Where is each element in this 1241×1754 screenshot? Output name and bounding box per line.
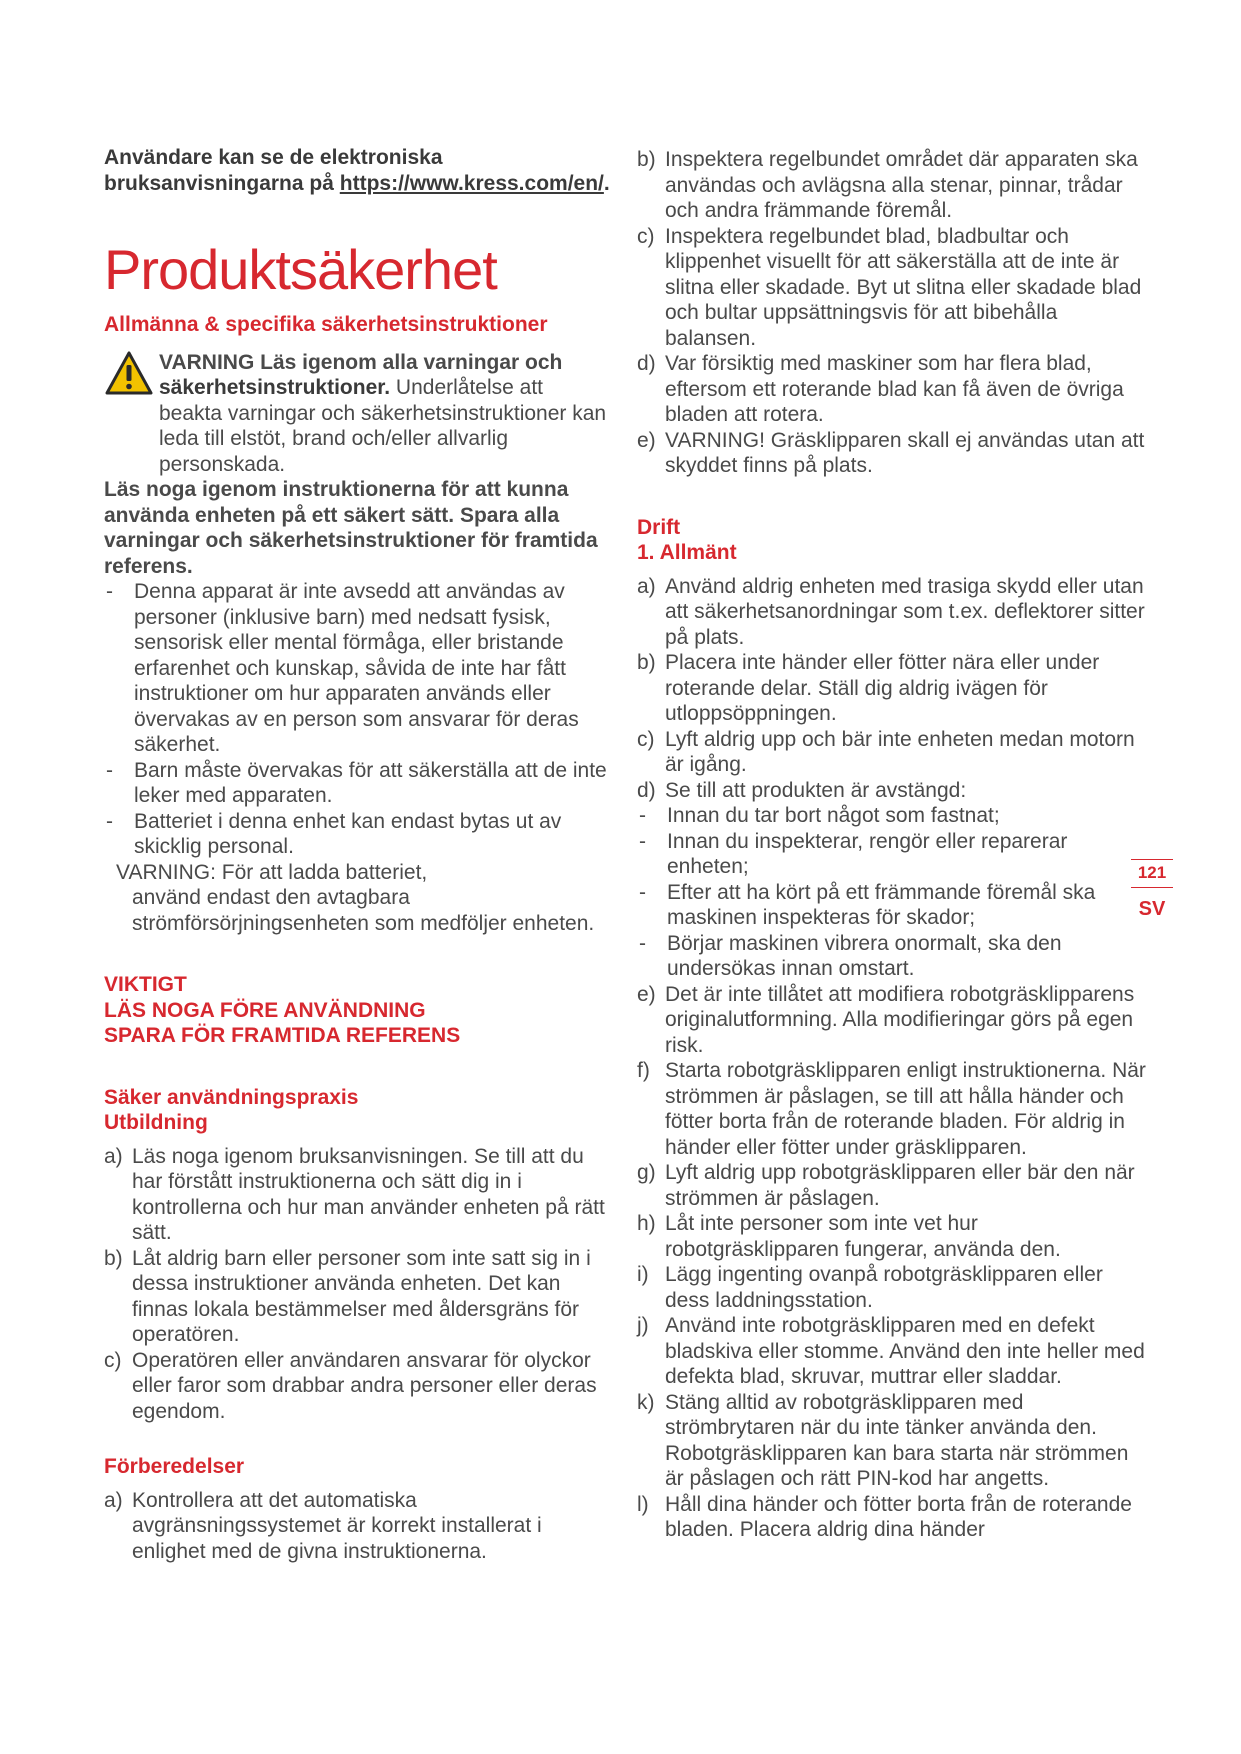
list-item: - Börjar maskinen vibrera onormalt, ska den undersökas innan omstart. — [639, 931, 1062, 980]
warning-triangle-icon — [104, 350, 154, 396]
charging-warning-line-1: VARNING: För att ladda batteriet, — [116, 860, 428, 884]
list-item: - Innan du inspekterar, rengör eller reparerar enheten; — [639, 829, 1068, 878]
preparation-list-cont — [637, 147, 1147, 479]
list-item: - Batteriet i denna enhet kan endast bytas ut av skicklig personal. — [106, 809, 562, 858]
right-column — [637, 147, 1147, 1543]
list-item: l) Håll dina händer och fötter borta från de roterande bladen. Placera aldrig dina händer — [637, 1492, 1132, 1541]
general-safety-heading: Allmänna & specifika säkerhetsinstruktioner — [104, 313, 548, 336]
preparation-list-start — [104, 1488, 610, 1565]
left-column — [104, 145, 610, 1564]
list-item: b) Inspektera regelbundet området där apparaten ska användas och avlägsna alla stenar, pinnar, trådar och andra främmande föremål. — [637, 148, 1138, 222]
list-item: b) Låt aldrig barn eller personer som inte satt sig in i dessa instruktioner använda enheten. Det kan finnas lokala bestämmelser med åldersgräns för operatören. — [104, 1246, 591, 1346]
list-item: j) Använd inte robotgräsklipparen med en defekt bladskiva eller stomme. Använd den inte heller med defekta blad, skruvar, muttrar eller sladdar. — [637, 1314, 1145, 1388]
list-item: - Denna apparat är inte avsedd att användas av personer (inklusive barn) med nedsatt fysisk, sensorisk eller mental förmåga, eller bristande erfarenhet och kunskap, såvida de inte har fått instruktioner om hur apparaten används eller övervakas av en person som ansvarar för deras säkerhet. — [106, 580, 579, 756]
preparation-heading: Förberedelser — [104, 1455, 245, 1478]
list-item: h) Låt inte personer som inte vet hur robotgräsklipparen fungerar, använda den. — [637, 1212, 1061, 1261]
charging-warning-rest: använd endast den avtagbara strömförsörjningsenheten som medföljer enheten. — [132, 886, 595, 935]
training-list — [104, 1144, 610, 1425]
general-bullets — [104, 579, 610, 860]
list-item: c) Lyft aldrig upp och bär inte enheten medan motorn är igång. — [637, 727, 1135, 776]
list-item: - Efter att ha kört på ett främmande föremål ska maskinen inspekteras för skador; — [639, 880, 1096, 929]
training-heading: Utbildning — [104, 1111, 208, 1134]
warning-block — [104, 350, 610, 478]
list-item: i) Lägg ingenting ovanpå robotgräsklipparen eller dess laddningsstation. — [637, 1263, 1103, 1312]
read-instructions-note: Läs noga igenom instruktionerna för att kunna använda enheten på ett säkert sätt. Spara alla varningar och säkerhetsinstruktioner för framtida referens. — [104, 478, 598, 578]
list-item: f) Starta robotgräsklipparen enligt instruktionerna. När strömmen är påslagen, se till att hålla händer och fötter borta från de roterande bladen. För aldrig in händer eller fötter under gräsklipparen. — [637, 1059, 1146, 1159]
list-item: d) Var försiktig med maskiner som har flera blad, eftersom ett roterande blad kan få även de övriga bladen att rotera. — [637, 352, 1124, 426]
list-item: k) Stäng alltid av robotgräsklipparen med strömbrytaren när du inte tänker använda den. Robotgräsklipparen kan bara starta när strömmen är påslagen och rätt PIN-kod har angetts. — [637, 1390, 1129, 1490]
list-item: - Innan du tar bort något som fastnat; — [639, 804, 1000, 827]
list-item: g) Lyft aldrig upp robotgräsklipparen eller bär den när strömmen är påslagen. — [637, 1161, 1135, 1210]
language-tab: SV — [1138, 898, 1166, 920]
operation-list — [637, 574, 1147, 1543]
list-item: a) Kontrollera att det automatiska avgränsningssystemet är korrekt installerat i enlighet med de givna instruktionerna. — [104, 1488, 542, 1563]
safe-use-heading: Säker användningspraxis — [104, 1085, 359, 1109]
list-item: a) Läs noga igenom bruksanvisningen. Se till att du har förstått instruktionerna och sätt dig in i kontrollerna och hur man använder enheten på rätt sätt. — [104, 1144, 605, 1244]
list-item: b) Placera inte händer eller fötter nära eller under roterande delar. Ställ dig aldrig ivägen för utloppsöppningen. — [637, 651, 1100, 725]
important-notice: VIKTIGT LÄS NOGA FÖRE ANVÄNDNING SPARA FÖR FRAMTIDA REFERENS — [104, 973, 461, 1047]
list-item: c) Inspektera regelbundet blad, bladbultar och klippenhet visuellt för att säkerställa att de inte är slitna eller skadade. Byt ut slitna eller skadade blad och bultar uppsättningsvis för att bibehålla balansen. — [637, 224, 1142, 350]
manual-link[interactable]: https://www.kress.com/en/ — [339, 171, 604, 195]
page-title: Produktsäkerhet — [104, 238, 497, 301]
list-item: d) Se till att produkten är avstängd: — [637, 778, 967, 802]
list-item: c) Operatören eller användaren ansvarar för olyckor eller faror som drabbar andra personer eller deras egendom. — [104, 1348, 597, 1423]
warning-line-1: VARNING Läs igenom alla varningar och — [159, 350, 563, 374]
electronic-manual-note: Användare kan se de elektroniska bruksanvisningarna på https://www.kress.com/en/. — [104, 146, 610, 195]
list-item: a) Använd aldrig enheten med trasiga skydd eller utan att säkerhetsanordningar som t.ex. deflektorer sitter på plats. — [637, 574, 1145, 649]
list-item: e) Det är inte tillåtet att modifiera robotgräsklipparens originalutformning. Alla modifieringar görs på egen risk. — [637, 982, 1135, 1057]
list-item: - Barn måste övervakas för att säkerställa att de inte leker med apparaten. — [106, 758, 607, 807]
page-number: 121 — [1131, 859, 1173, 888]
list-item: e) VARNING! Gräsklipparen skall ej användas utan att skyddet finns på plats. — [637, 428, 1145, 477]
warning-line-2: säkerhetsinstruktioner. Underlåtelse att beakta varningar och säkerhetsinstruktioner kan leda till elstöt, brand och/eller allvarlig personskada. — [159, 376, 607, 476]
operation-general-heading: 1. Allmänt — [637, 541, 737, 564]
operation-heading: Drift — [637, 515, 681, 539]
